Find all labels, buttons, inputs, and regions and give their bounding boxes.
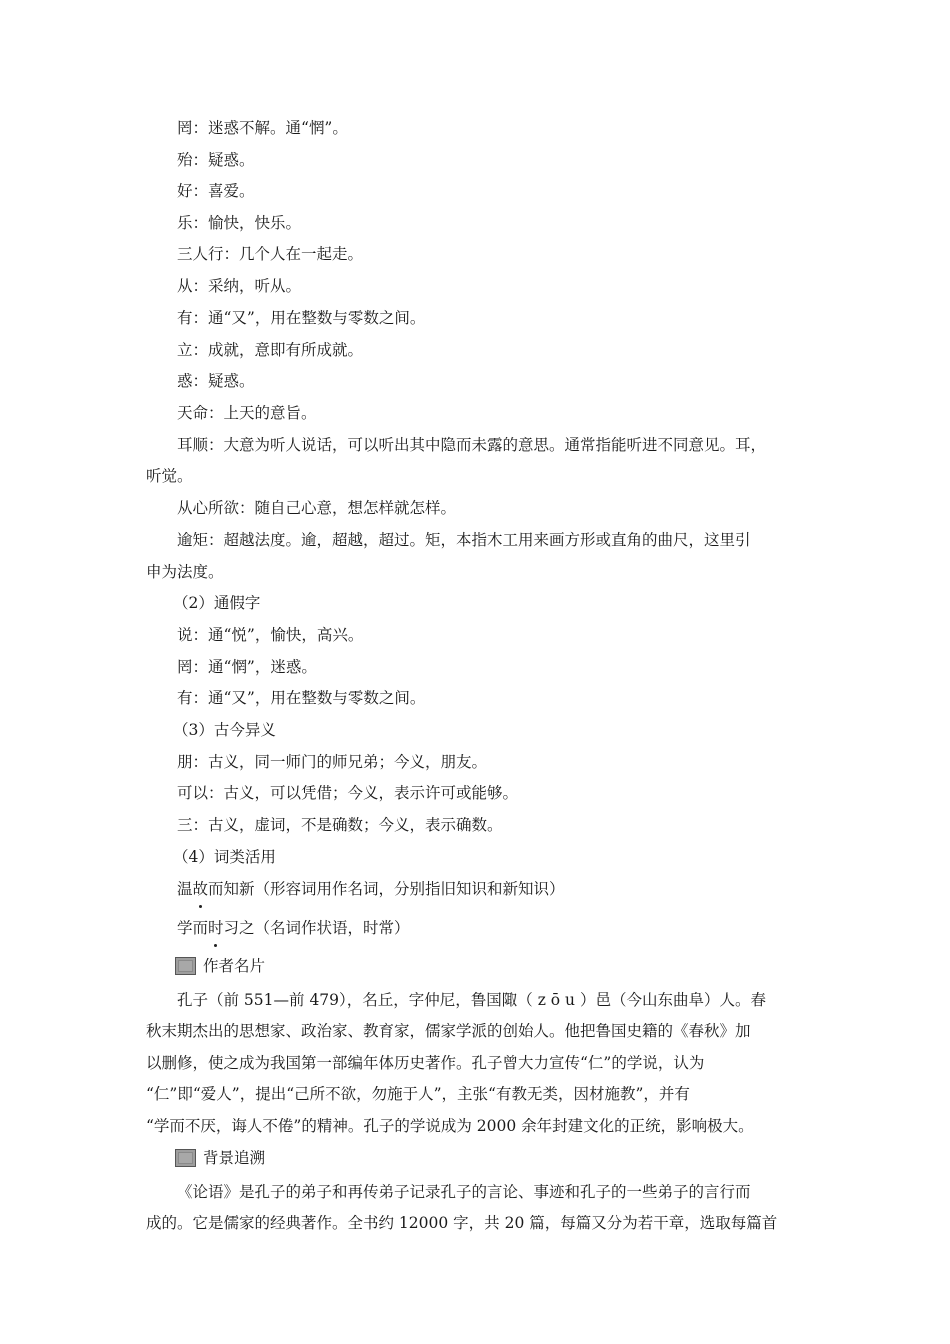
huoyong-item-1 bbox=[177, 879, 565, 899]
huoyong-item-2-pre: 学而 bbox=[177, 919, 209, 937]
gujin-heading: （3）古今异义 bbox=[173, 721, 276, 739]
gujin-item: 朋：古义，同一师门的师兄弟；今义，朋友。 bbox=[177, 753, 488, 771]
author-heading-text: 作者名片 bbox=[203, 957, 266, 975]
vocab-item: 惑：疑惑。 bbox=[177, 372, 255, 390]
huoyong-item-1-post: 而知新（形容词用作名词，分别指旧知识和新知识） bbox=[208, 880, 565, 898]
background-paragraph-line: 《论语》是孔子的弟子和再传弟子记录孔子的言论、事迹和孔子的一些弟子的言行而 bbox=[177, 1183, 751, 1201]
section-box-icon bbox=[175, 1149, 196, 1167]
huoyong-heading: （4）词类活用 bbox=[173, 848, 276, 866]
author-paragraph-line: “仁”即“爱人”，提出“己所不欲，勿施于人”，主张“有教无类，因材施教”，并有 bbox=[146, 1085, 690, 1103]
author-paragraph-line: 以删修，使之成为我国第一部编年体历史著作。孔子曾大力宣传“仁”的学说，认为 bbox=[146, 1054, 705, 1072]
vocab-item: 好：喜爱。 bbox=[177, 182, 255, 200]
huoyong-item-2-post: 习之（名词作状语，时常） bbox=[223, 919, 410, 937]
background-heading-text: 背景追溯 bbox=[203, 1149, 266, 1167]
vocab-item: 立：成就，意即有所成就。 bbox=[177, 341, 364, 359]
vocab-item: 有：通“又”，用在整数与零数之间。 bbox=[177, 309, 426, 327]
vocab-item: 从：采纳，听从。 bbox=[177, 277, 302, 295]
author-paragraph-line: 孔子（前 551—前 479），名丘，字仲尼，鲁国陬（ z ō u ）邑（今山东曲阜）人。春 bbox=[177, 991, 766, 1009]
vocab-item: 三人行：几个人在一起走。 bbox=[177, 245, 364, 263]
vocab-item: 罔：迷惑不解。通“惘”。 bbox=[177, 119, 348, 137]
author-section-heading bbox=[175, 956, 265, 976]
background-section-heading bbox=[175, 1148, 265, 1168]
author-paragraph-line: 秋末期杰出的思想家、政治家、教育家，儒家学派的创始人。他把鲁国史籍的《春秋》加 bbox=[146, 1022, 751, 1040]
vocab-item: 乐：愉快，快乐。 bbox=[177, 214, 302, 232]
congxin-item: 从心所欲：随自己心意，想怎样就怎样。 bbox=[177, 499, 457, 517]
author-paragraph-line: “学而不厌，诲人不倦”的精神。孔子的学说成为 2000 余年封建文化的正统，影响极大。 bbox=[146, 1117, 754, 1135]
huoyong-item-2 bbox=[177, 918, 410, 938]
tongjia-item: 说：通“悦”，愉快，高兴。 bbox=[177, 626, 364, 644]
tongjia-item: 罔：通“惘”，迷惑。 bbox=[177, 658, 317, 676]
gujin-item: 三：古义，虚词，不是确数；今义，表示确数。 bbox=[177, 816, 503, 834]
yuju-line1: 逾矩：超越法度。逾，超越，超过。矩，本指木工用来画方形或直角的曲尺，这里引 bbox=[177, 531, 751, 549]
emphasis-dot-char: 时 bbox=[208, 919, 224, 937]
ershun-line2: 听觉。 bbox=[146, 467, 193, 485]
tongjia-heading: （2）通假字 bbox=[173, 594, 261, 612]
vocab-item: 殆：疑惑。 bbox=[177, 151, 255, 169]
yuju-line2: 申为法度。 bbox=[146, 563, 224, 581]
tongjia-item: 有：通“又”，用在整数与零数之间。 bbox=[177, 689, 426, 707]
emphasis-dot-char: 故 bbox=[192, 880, 209, 898]
section-box-icon bbox=[175, 957, 196, 975]
background-paragraph-line: 成的。它是儒家的经典著作。全书约 12000 字，共 20 篇，每篇又分为若干章，选取每篇首 bbox=[146, 1214, 778, 1232]
gujin-item: 可以：古义，可以凭借；今义，表示许可或能够。 bbox=[177, 784, 519, 802]
huoyong-item-1-pre: 温 bbox=[177, 880, 193, 898]
ershun-line1: 耳顺：大意为听人说话，可以听出其中隐而未露的意思。通常指能听进不同意见。耳， bbox=[177, 436, 767, 454]
vocab-item: 天命：上天的意旨。 bbox=[177, 404, 317, 422]
